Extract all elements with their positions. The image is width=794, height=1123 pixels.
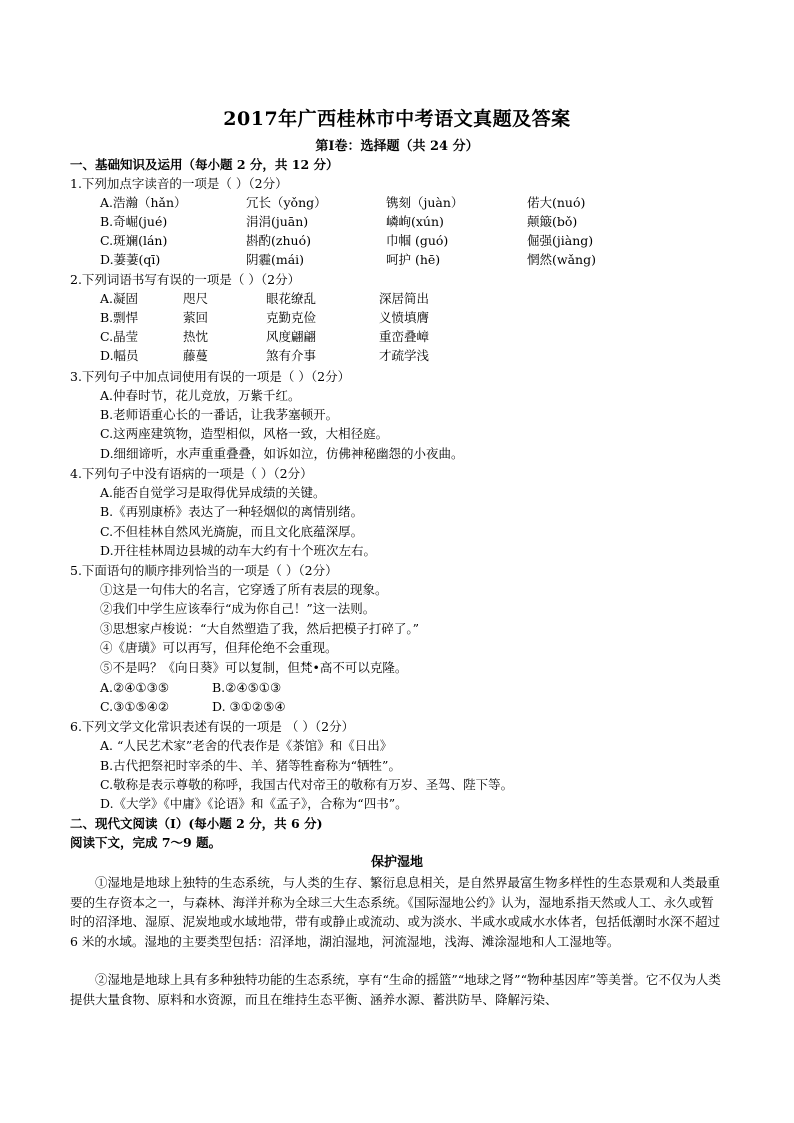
q2-option: 克勤克俭 [266,310,317,325]
q2-option: 深居简出 [379,291,430,306]
question-1-stem: 1.下列加点字读音的一项是（ ）（2分） [70,176,288,191]
q2-option: 藤蔓 [183,348,209,363]
question-3-stem: 3.下列句子中加点词使用有误的一项是（ ）（2分） [70,369,351,384]
q6-option: A. “人民艺术家”老舍的代表作是《茶馆》和《日出》 [100,738,393,753]
q2-option: 咫尺 [183,291,209,306]
question-5-stem: 5.下面语句的顺序排列恰当的一项是（ ）（2分） [70,563,338,578]
q5-item: ⑤不是吗？《向日葵》可以复制，但梵•高不可以克隆。 [100,660,408,675]
question-6-stem: 6.下列文学文化常识表述有误的一项是 （ ）（2分） [70,719,355,734]
q1-option: 倔强(jiàng) [527,233,594,248]
question-2-stem: 2.下列词语书写有误的一项是（ ）（2分） [70,272,301,287]
q1-option: 颠簸(bǒ) [527,214,578,229]
page-title: 2017年广西桂林市中考语文真题及答案 [223,108,571,130]
section-heading-2: 二、现代文阅读（Ⅰ）(每小题 2 分，共 6 分) [70,816,323,831]
q4-option: B.《再别康桥》表达了一种轻烟似的离情别绪。 [100,504,364,519]
q1-option: 呵护 (hē) [386,252,441,267]
q1-option: D.萋萋(qī) [100,252,161,267]
q4-option: D.开往桂林周边县城的动车大约有十个班次左右。 [100,543,377,558]
q1-option: 阴霾(mái) [246,252,305,267]
question-4-stem: 4.下列句子中没有语病的一项是（ ）（2分） [70,466,313,481]
q1-option: 偌大(nuó) [527,195,586,210]
reading-instruction: 阅读下文，完成 7～9 题。 [70,835,222,850]
article-paragraph-2: ②湿地是地球上具有多种独特功能的生态系统，享有“生命的摇篮”“地球之肾”“物种基因库”等美誉。它不仅为人类提供大量食物、原料和水资源，而且在维持生态平衡、涵养水源、蓄洪防旱、降解污染、 [70,972,721,1007]
q5-choice: B.②④⑤①③ [212,680,282,695]
q5-choice: D. ③①②⑤④ [212,699,286,714]
q1-option: B.奇崛(jué) [100,214,168,229]
q1-option: 巾帼 (guó) [386,233,449,248]
q5-choice: C.③①⑤④② [100,699,170,714]
q4-option: C.不但桂林自然风光旖旎，而且文化底蕴深厚。 [100,524,364,539]
q3-option: A.仲春时节，花儿竞放，万紫千红。 [100,388,301,403]
q2-option: 风度翩翩 [266,329,317,344]
q3-option: C.这两座建筑物，造型相似，风格一致，大相径庭。 [100,426,389,441]
q2-option: 义愤填膺 [379,310,430,325]
q1-option: A.浩瀚（hǎn） [100,195,187,210]
q1-option: 斟酌(zhuó) [246,233,311,248]
q1-option: 涓涓(juān) [246,214,309,229]
q2-option: 才疏学浅 [379,348,430,363]
q5-item: ④《唐璜》可以再写，但拜伦绝不会重现。 [100,640,338,655]
q2-option: 煞有介事 [266,348,317,363]
q1-option: 镌刻（juàn） [386,195,464,210]
q1-option: 嶙峋(xún) [386,214,444,229]
q5-item: ①这是一句伟大的名言，它穿透了所有表层的现象。 [100,582,388,597]
section-heading-1: 一、基础知识及运用（每小题 2 分，共 12 分） [70,157,339,172]
section-subtitle: 第Ⅰ卷：选择题（共 24 分） [315,139,479,154]
q1-option: C.斑斓(lán) [100,233,168,248]
q5-item: ②我们中学生应该奉行“成为你自己！”这一法则。 [100,601,376,616]
q5-choice: A.②④①③⑤ [100,680,170,695]
q4-option: A.能否自觉学习是取得优异成绩的关键。 [100,485,326,500]
q2-option: 萦回 [183,310,209,325]
article-title: 保护湿地 [370,855,423,870]
q1-option: 惘然(wǎng) [527,252,596,267]
q2-option: A.凝固 [100,291,139,306]
q6-option: C.敬称是表示尊敬的称呼，我国古代对帝王的敬称有万岁、圣驾、陛下等。 [100,777,514,792]
q2-option: 热忱 [183,329,209,344]
q2-option: C.晶莹 [100,329,139,344]
q6-option: D.《大学》《中庸》《论语》和《孟子》，合称为“四书”。 [100,796,408,811]
q2-option: D.幅员 [100,348,139,363]
q2-option: 重峦叠嶂 [379,329,430,344]
q2-option: 眼花缭乱 [266,291,317,306]
q6-option: B.古代把祭祀时宰杀的牛、羊、猪等牲畜称为“牺牲”。 [100,758,401,773]
q3-option: B.老师语重心长的一番话，让我茅塞顿开。 [100,407,339,422]
q3-option: D.细细谛听，水声重重叠叠，如诉如泣，仿佛神秘幽怨的小夜曲。 [100,446,464,461]
q2-option: B.剽悍 [100,310,139,325]
q1-option: 冗长（yǒng） [246,195,327,210]
q5-item: ③思想家卢梭说：“大自然塑造了我，然后把模子打碎了。” [100,621,420,636]
article-paragraph-1: ①湿地是地球上独特的生态系统，与人类的生存、繁衍息息相关，是自然界最富生物多样性的生态景观和人类最重要的生存资本之一，与森林、海洋并称为全球三大生态系统。《国际湿地公约》认为，湿地系指天然或人工、永久或暂时的沼泽地、湿原、泥炭地或水域地带，带有或静止或流动、或为淡水、半咸水或咸水水体者，包括低潮时水深不超过 6 米的水域。湿地的主要类型包括：沼泽地，湖泊湿地，河流湿地，浅海、滩涂湿地和人工湿地等。 [70,875,721,949]
